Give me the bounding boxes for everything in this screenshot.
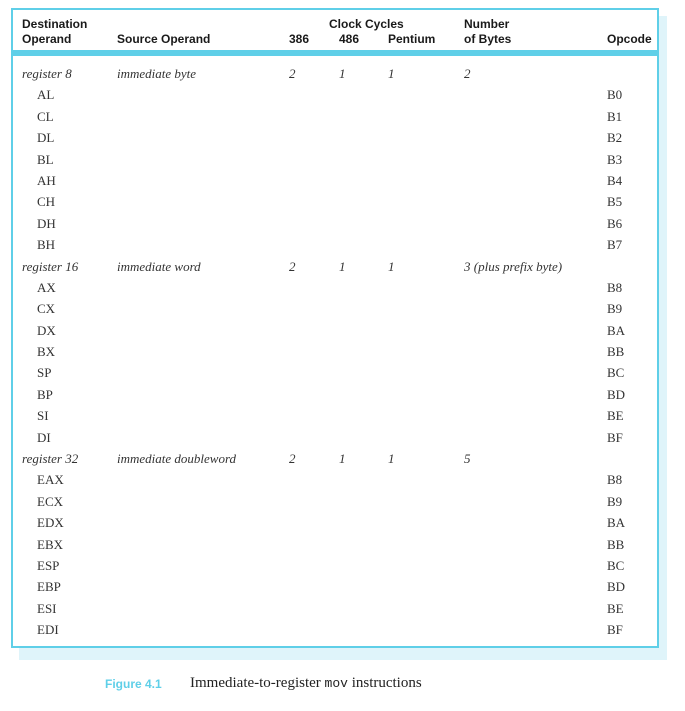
- table-row: [13, 277, 657, 298]
- caption-label: Figure 4.1: [105, 677, 162, 691]
- header-opcode: Opcode: [607, 32, 652, 46]
- header-of-bytes: of Bytes: [464, 32, 512, 46]
- cell-opcode: BC: [607, 557, 625, 573]
- cell-destination: DI: [37, 429, 51, 445]
- cell-destination: EDI: [37, 622, 59, 638]
- cell-386: 2: [289, 451, 296, 467]
- cell-opcode: B9: [607, 493, 623, 509]
- cell-pentium: 1: [388, 258, 395, 274]
- cell-destination: DL: [37, 130, 55, 146]
- table-row: [13, 84, 657, 105]
- cell-destination: BP: [37, 386, 53, 402]
- header-486: 486: [339, 32, 360, 46]
- table-group-row: [13, 63, 657, 84]
- cell-bytes: 5: [464, 451, 471, 467]
- cell-destination: AL: [37, 87, 55, 103]
- header-destination-operand: [22, 17, 87, 47]
- table-row: [13, 320, 657, 341]
- table-row: [13, 512, 657, 533]
- cell-destination: BH: [37, 237, 56, 253]
- cell-source: immediate byte: [117, 66, 197, 81]
- table-row: [13, 534, 657, 555]
- table-row: [13, 106, 657, 127]
- header-number: Number: [464, 17, 510, 31]
- cell-pentium: 1: [388, 66, 395, 81]
- cell-destination: ECX: [37, 493, 63, 509]
- cell-opcode: BD: [607, 386, 626, 402]
- cell-opcode: B8: [607, 472, 623, 488]
- table-row: [13, 127, 657, 148]
- cell-opcode: BB: [607, 536, 625, 552]
- cell-opcode: B9: [607, 301, 623, 317]
- cell-destination: SP: [37, 365, 52, 381]
- cell-destination: AH: [37, 172, 56, 188]
- cell-486: 1: [339, 451, 346, 467]
- header-386: 386: [289, 32, 310, 46]
- cell-destination: EBX: [37, 536, 63, 552]
- cell-source: immediate doubleword: [117, 451, 237, 467]
- table-row: [13, 427, 657, 448]
- table-group-row: [13, 256, 657, 277]
- table-body: [13, 63, 657, 641]
- table-row: [13, 384, 657, 405]
- table-row: [13, 619, 657, 640]
- cell-486: 1: [339, 258, 346, 274]
- header-divider: [13, 50, 657, 56]
- cell-opcode: B3: [607, 151, 623, 167]
- figure-table: [11, 8, 659, 648]
- cell-opcode: B7: [607, 237, 623, 253]
- cell-486: 1: [339, 66, 346, 81]
- cell-opcode: BA: [607, 515, 626, 531]
- cell-opcode: BB: [607, 344, 625, 360]
- cell-destination: CH: [37, 194, 56, 210]
- table-row: [13, 491, 657, 512]
- cell-destination: CL: [37, 108, 54, 124]
- cell-opcode: BD: [607, 579, 626, 595]
- cell-destination: EDX: [37, 515, 64, 531]
- cell-destination: DX: [37, 322, 56, 338]
- cell-destination: AX: [37, 279, 56, 295]
- cell-386: 2: [289, 66, 296, 81]
- cell-opcode: B5: [607, 194, 623, 210]
- table-row: [13, 405, 657, 426]
- cell-opcode: B8: [607, 279, 623, 295]
- table-row: [13, 191, 657, 212]
- caption-text-after: instructions: [347, 675, 422, 691]
- cell-destination: DH: [37, 215, 56, 231]
- cell-opcode: BC: [607, 365, 625, 381]
- caption-text: [190, 675, 422, 692]
- cell-opcode: BF: [607, 622, 623, 638]
- caption-text-before: Immediate-to-register: [190, 675, 325, 691]
- cell-opcode: BA: [607, 322, 626, 338]
- cell-destination: ESI: [37, 600, 57, 616]
- header-destination: Destination: [22, 17, 88, 31]
- cell-bytes: 2: [464, 66, 471, 81]
- header-source-operand: Source Operand: [117, 32, 211, 46]
- table-row: [13, 234, 657, 255]
- cell-destination: EBP: [37, 579, 61, 595]
- table-row: [13, 598, 657, 619]
- cell-destination: EAX: [37, 472, 64, 488]
- cell-destination: register 8: [22, 66, 72, 81]
- cell-destination: register 16: [22, 258, 79, 274]
- cell-bytes: 3 (plus prefix byte): [464, 258, 563, 274]
- table-row: [13, 469, 657, 490]
- cell-destination: CX: [37, 301, 56, 317]
- cell-opcode: B6: [607, 215, 623, 231]
- table-row: [13, 555, 657, 576]
- cell-opcode: BE: [607, 408, 624, 424]
- table-row: [13, 341, 657, 362]
- cell-destination: register 32: [22, 451, 79, 467]
- table-header: [13, 10, 657, 52]
- cell-destination: BL: [37, 151, 54, 167]
- cell-source: immediate word: [117, 258, 201, 274]
- cell-destination: SI: [37, 408, 49, 424]
- cell-opcode: BE: [607, 600, 624, 616]
- cell-opcode: B1: [607, 108, 623, 124]
- header-operand: Operand: [22, 32, 72, 46]
- header-clock-cycles: Clock Cycles: [329, 17, 404, 31]
- cell-destination: ESP: [37, 557, 60, 573]
- cell-opcode: B0: [607, 87, 623, 103]
- cell-destination: BX: [37, 344, 56, 360]
- cell-opcode: B2: [607, 130, 623, 146]
- caption-code: mov: [324, 676, 348, 691]
- table-row: [13, 149, 657, 170]
- table-row: [13, 213, 657, 234]
- cell-opcode: BF: [607, 429, 623, 445]
- cell-pentium: 1: [388, 451, 395, 467]
- cell-386: 2: [289, 258, 296, 274]
- table-row: [13, 576, 657, 597]
- table-row: [13, 170, 657, 191]
- header-number-of-bytes: [464, 17, 511, 47]
- header-pentium: Pentium: [388, 32, 436, 46]
- cell-opcode: B4: [607, 172, 623, 188]
- table-group-row: [13, 448, 657, 469]
- table-row: [13, 362, 657, 383]
- table-row: [13, 298, 657, 319]
